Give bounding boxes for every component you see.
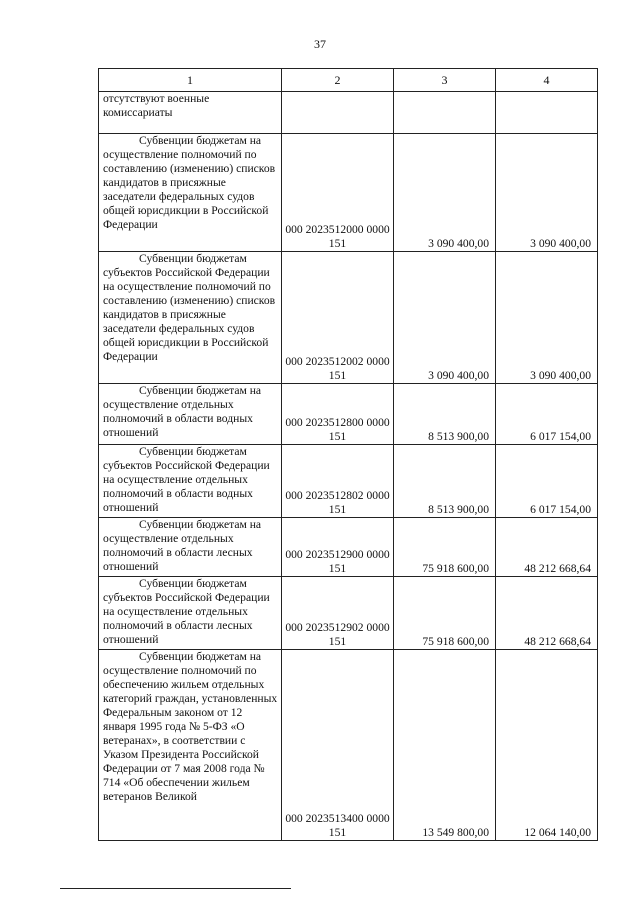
row-name: Субвенции бюджетам на осуществление отдельных полномочий в области лесных отношений [103, 518, 262, 573]
row-name: отсутствуют военные комиссариаты [99, 92, 282, 134]
column-header-1: 1 [99, 69, 282, 92]
table-row [99, 384, 598, 445]
row-code: 000 2023512800 0000 151 [282, 384, 394, 445]
column-header-4: 4 [496, 69, 598, 92]
row-code: 000 2023512900 0000 151 [282, 518, 394, 577]
table-row [99, 252, 598, 384]
page-number: 37 [314, 37, 326, 51]
row-col3 [394, 92, 496, 134]
row-code: 000 2023512902 0000 151 [282, 577, 394, 650]
row-code [282, 92, 394, 134]
row-col3: 75 918 600,00 [394, 577, 496, 650]
row-code: 000 2023512802 0000 151 [282, 445, 394, 518]
row-col3: 8 513 900,00 [394, 384, 496, 445]
table-row [99, 577, 598, 650]
row-name: Субвенции бюджетам на осуществление полномочий по составлению (изменению) списков кандидатов в присяжные заседатели федеральных судов общей юрисдикции в Российской Федерации [103, 134, 276, 231]
table-row [99, 92, 598, 134]
row-col3: 3 090 400,00 [394, 252, 496, 384]
row-name: Субвенции бюджетам субъектов Российской Федерации на осуществление отдельных полномочий в области лесных отношений [103, 577, 270, 646]
row-col3: 75 918 600,00 [394, 518, 496, 577]
row-col4 [496, 92, 598, 134]
row-col3: 3 090 400,00 [394, 134, 496, 252]
row-col4: 3 090 400,00 [496, 252, 598, 384]
row-name: Субвенции бюджетам субъектов Российской Федерации на осуществление отдельных полномочий в области водных отношений [103, 445, 270, 514]
row-col4: 12 064 140,00 [496, 650, 598, 841]
row-name: Субвенции бюджетам на осуществление отдельных полномочий в области водных отношений [103, 384, 262, 439]
table-row [99, 445, 598, 518]
row-col3: 8 513 900,00 [394, 445, 496, 518]
table-row [99, 518, 598, 577]
row-col4: 6 017 154,00 [496, 445, 598, 518]
table-header-row [99, 69, 598, 92]
row-name: Субвенции бюджетам субъектов Российской Федерации на осуществление полномочий по составлению (изменению) списков кандидатов в присяжные заседатели федеральных судов общей юрисдикции в Российской Федерации [103, 252, 276, 363]
table-row [99, 134, 598, 252]
row-code: 000 2023512000 0000 151 [282, 134, 394, 252]
column-header-2: 2 [282, 69, 394, 92]
row-col3: 13 549 800,00 [394, 650, 496, 841]
row-code: 000 2023512002 0000 151 [282, 252, 394, 384]
row-col4: 3 090 400,00 [496, 134, 598, 252]
footnote-separator [60, 888, 291, 889]
row-name: Субвенции бюджетам на осуществление полномочий по обеспечению жильем отдельных категорий граждан, установленных Федеральным законом от 12 января 1995 года № 5-ФЗ «О ветеранах», в соответствии с Указом Президента Российской Федерации от 7 мая 2008 года № 714 «Об обеспечении жильем ветеранов Великой [103, 650, 278, 803]
row-col4: 48 212 668,64 [496, 518, 598, 577]
column-header-3: 3 [394, 69, 496, 92]
row-code: 000 2023513400 0000 151 [282, 650, 394, 841]
row-col4: 48 212 668,64 [496, 577, 598, 650]
table-row [99, 650, 598, 841]
row-col4: 6 017 154,00 [496, 384, 598, 445]
budget-table [98, 68, 598, 841]
